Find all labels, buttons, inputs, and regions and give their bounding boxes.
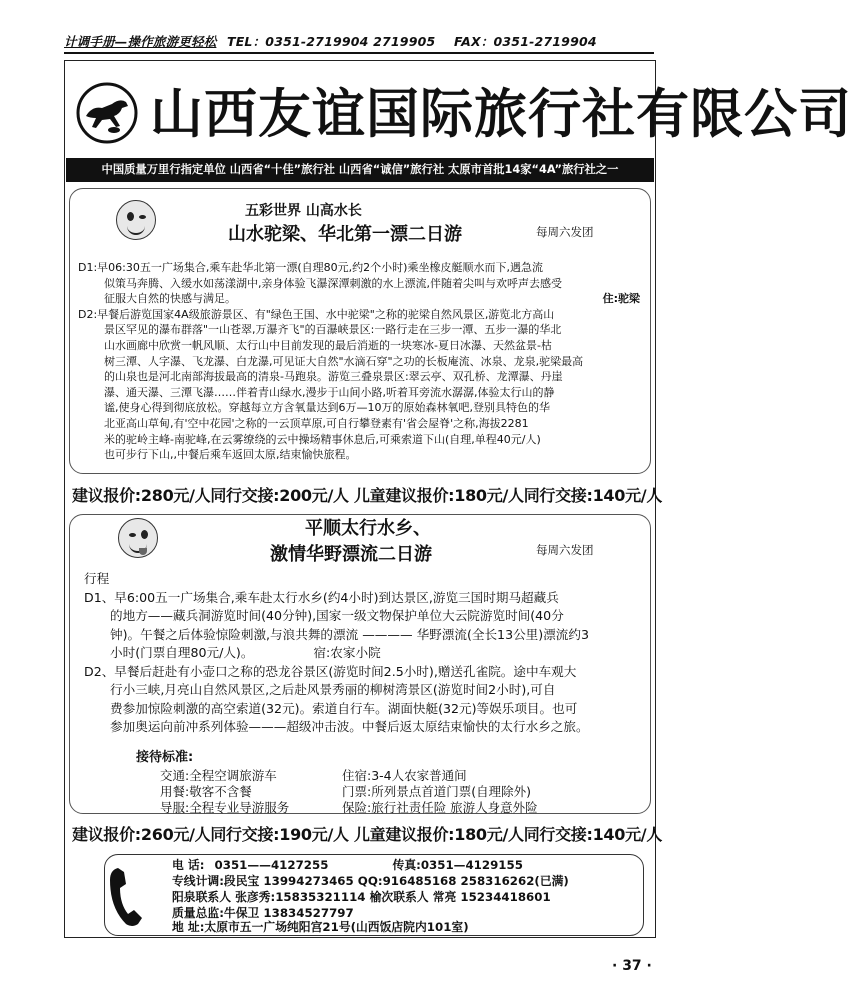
page-number: · 37 · [612,958,652,974]
itinerary-line: 的地方——藏兵洞游览时间(40分钟),国家一级文物保护单位大云院游览时间(40分 [110,608,564,623]
standard-item: 门票:所列景点首道门票(自理除外) [342,784,531,799]
tour2-price-line: 建议报价:260元/人同行交接:190元/人 儿童建议报价:180元/人同行交接:140元/人 [72,825,663,844]
top-tel: TEL：0351-2719904 2719905 [226,34,436,49]
standard-item: 保险:旅行社责任险 旅游人身意外险 [342,800,538,815]
itinerary-line: 参加奥运向前冲系列体验———超级冲击波。中餐后返太原结束愉快的太行水乡之旅。 [110,719,589,734]
itinerary-line: 行小三峡,月亮山自然风景区,之后赴风景秀丽的柳树湾景区(游览时间2小时),可自 [110,682,556,697]
smiley-face-icon [116,200,156,240]
contact-line: 质量总监:牛保卫 13834527797 [172,906,354,920]
tour2-departure: 每周六发团 [536,543,594,557]
itinerary-line: 征服大自然的快感与满足。 [104,292,236,306]
top-fax: FAX：0351-2719904 [453,34,597,49]
itinerary-line: 钟)。午餐之后体验惊险刺激,与浪共舞的漂流 ———— 华野漂流(全长13公里)漂流约3 [110,626,589,642]
standard-item: 交通:全程空调旅游车 [160,768,277,783]
tour2-itinerary [84,570,644,737]
contact-phone-row [172,858,523,873]
standard-item: 住宿:3-4人农家普通间 [342,768,467,783]
itinerary-line: 景区罕见的瀑布群落"一山苍翠,万瀑齐飞"的百瀑峡景区:一路行走在三步一潭、五步一瀑的华北 [104,323,562,337]
itinerary-line: 谧,使身心得到彻底放松。穿越每立方含氧量达到6万—10万的原始森林氧吧,登别具特色的华 [104,401,550,415]
telephone-icon [106,864,150,930]
itinerary-line: D1:早06:30五一广场集合,乘车赴华北第一漂(自理80元,约2个小时)乘坐橡皮艇顺水而下,遇急流 [78,261,543,274]
itinerary-line: 也可步行下山,,中餐后乘车返回太原,结束愉快旅程。 [104,448,357,462]
itinerary-line: 费参加惊险刺激的高空索道(32元)。索道自行车。湖面快艇(32元)等娱乐项目。也可 [110,700,578,716]
itinerary-line: 山水画廊中欣赏一帆风顺、太行山中目前发现的最后消逝的一块寒冰-夏日冰瀑、天然盆景-枯 [104,338,552,352]
standards-left [160,768,289,816]
itinerary-line: 米的驼岭主峰-南驼峰,在云雾缭绕的云中操场精事休息后,可乘索道下山(自理,单程40元/人) [104,432,541,446]
tour1-itinerary [78,260,640,463]
contact-line: 专线计调:段民宝 13994273465 QQ:916485168 258316262(已满) [172,874,569,888]
itinerary-line: 瀑、通天瀑、三潭飞瀑……伴着青山绿水,漫步于山间小路,听着耳旁流水潺潺,体验太行山的静 [104,385,555,399]
standard-item: 用餐:敬客不含餐 [160,784,252,799]
tour1-price-line: 建议报价:280元/人同行交接:200元/人 儿童建议报价:180元/人同行交接:140元/人 [72,486,663,505]
standards-title: 接待标准: [136,750,194,765]
contact-line: 阳泉联系人 张彦秀:15835321114 榆次联系人 常亮 15234418601 [172,890,551,904]
itinerary-line: 北亚高山草甸,有'空中花园'之称的一云顶草原,可自行攀登素有'省会屋脊'之称,海拔2281 [104,416,529,430]
itinerary-line: D1、早6:00五一广场集合,乘车赴太行水乡(约4小时)到达景区,游览三国时期马超藏兵 [84,589,559,605]
itinerary-line: D2:早餐后游览国家4A级旅游景区、有"绿色王国、水中驼梁"之称的驼梁自然风景区,游览北方高山 [78,307,555,321]
itinerary-label: 行程 [84,571,110,586]
itinerary-line: 似策马奔腾、入缓水如荡漾湖中,亲身体验飞瀑深潭刺激的水上漂流,伴随着尖叫与欢呼声去感受 [104,276,562,290]
tour1-departure: 每周六发团 [536,225,594,239]
tour2-title-line1: 平顺太行水乡、 [305,518,431,539]
tour1-title: 山水驼梁、华北第一漂二日游 [228,224,462,245]
standard-item: 导服:全程专业导游服务 [160,800,290,815]
phone-label: 电 话: [172,858,205,872]
tongue-face-icon [118,518,158,558]
phone-number: 0351——4127255 [214,858,329,872]
itinerary-line: 树三潭、人字瀑、飞龙瀑、白龙瀑,可见证大自然"水滴石穿"之功的长板庵流、冰泉、龙泉,驼梁最高 [104,354,584,368]
company-name: 山西友谊国际旅行社有限公司 [150,83,852,145]
itinerary-line: 小时(门票自理80元/人)。 [110,645,254,660]
tour2-title-line2: 激情华野漂流二日游 [270,544,432,565]
tour1-subtitle: 五彩世界 山高水长 [245,203,362,219]
top-contact-bar [64,32,654,54]
fax-number: 传真:0351—4129155 [392,858,523,872]
company-tagline: 中国质量万里行指定单位 山西省“十佳”旅行社 山西省“诚信”旅行社 太原市首批14家“4A”旅行社之一 [66,158,654,182]
itinerary-line: 的山泉也是河北南部海拔最高的清泉-马跑泉。游览三叠泉景区:翠云亭、双孔桥、龙潭瀑、丹崖 [104,370,563,384]
contact-address: 地 址:太原市五一广场纯阳宫21号(山西饭店院内101室) [172,920,469,934]
standards-right [342,768,538,816]
slogan: 计调手册—操作旅游更轻松 [64,34,217,49]
tour1-stay: 住:驼梁 [602,292,640,306]
tour2-stay: 宿:农家小院 [313,645,381,660]
galloping-horse-logo-icon [76,82,138,144]
itinerary-line: D2、早餐后赶赴有小壶口之称的恐龙谷景区(游览时间2.5小时),赠送孔雀院。途中车观大 [84,663,577,679]
